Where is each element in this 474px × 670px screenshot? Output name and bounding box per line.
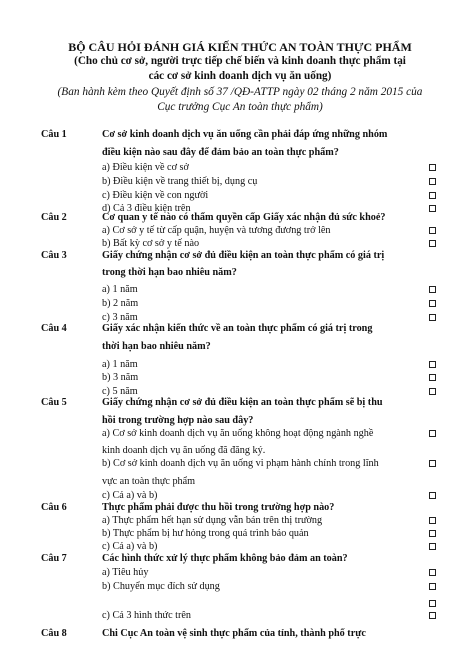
question-number: Câu 5 xyxy=(41,397,67,408)
option-text: c) 5 năm xyxy=(102,386,138,397)
option-text: c) 3 năm xyxy=(102,312,138,323)
answer-checkbox[interactable] xyxy=(429,361,436,368)
answer-checkbox[interactable] xyxy=(429,388,436,395)
answer-option xyxy=(0,296,474,311)
answer-option xyxy=(0,160,474,175)
option-text: a) Cơ sở y tế từ cấp quận, huyện và tương đương trở lên xyxy=(102,225,331,236)
answer-option xyxy=(0,565,474,580)
document-subtitle-line-2: các cơ sở kinh doanh dịch vụ ăn uống) xyxy=(148,70,332,82)
option-text: c) Điều kiện về con người xyxy=(102,190,209,201)
answer-option xyxy=(0,174,474,189)
question-number: Câu 7 xyxy=(41,553,67,564)
question-text: Giấy chứng nhận cơ sở đủ điều kiện an toàn thực phẩm sẽ bị thu xyxy=(102,397,383,408)
question-number: Câu 2 xyxy=(41,212,67,223)
document-title: BỘ CÂU HỎI ĐÁNH GIÁ KIẾN THỨC AN TOÀN THỰC PHẨM xyxy=(68,40,412,54)
answer-checkbox[interactable] xyxy=(429,492,436,499)
question-text: Cơ sở kinh doanh dịch vụ ăn uống cần phải đáp ứng những nhóm xyxy=(102,129,388,140)
option-text: d) Cả 3 điều kiện trên xyxy=(102,203,191,214)
issuance-note-line-2: Cục trưởng Cục An toàn thực phẩm) xyxy=(157,101,323,113)
answer-checkbox[interactable] xyxy=(429,460,436,467)
question-text: Các hình thức xử lý thực phẩm không bảo đảm an toàn? xyxy=(102,553,348,564)
document-subtitle-line-1: (Cho chủ cơ sở, người trực tiếp chế biến và kinh doanh thực phẩm tại xyxy=(74,55,406,67)
question-row xyxy=(0,265,474,280)
question-text: Thực phẩm phải được thu hồi trong trường hợp nào? xyxy=(102,502,335,513)
answer-option xyxy=(0,426,474,441)
option-text: c) Cả a) và b) xyxy=(102,490,158,501)
question-number: Câu 6 xyxy=(41,502,67,513)
answer-checkbox[interactable] xyxy=(429,430,436,437)
question-number: Câu 4 xyxy=(41,323,67,334)
option-text: b) Bất kỳ cơ sở y tế nào xyxy=(102,238,200,249)
question-text: thời hạn bao nhiêu năm? xyxy=(102,341,211,352)
option-text: a) Điều kiện về cơ sở xyxy=(102,162,189,173)
answer-option xyxy=(0,282,474,297)
option-text: c) Cả 3 hình thức trên xyxy=(102,610,191,621)
option-text: kinh doanh dịch vụ ăn uống đã đăng ký. xyxy=(102,445,266,456)
answer-checkbox[interactable] xyxy=(429,530,436,537)
answer-checkbox[interactable] xyxy=(429,569,436,576)
question-row xyxy=(0,395,474,410)
answer-option xyxy=(0,608,474,623)
answer-checkbox[interactable] xyxy=(429,240,436,247)
answer-checkbox[interactable] xyxy=(429,164,436,171)
answer-option xyxy=(0,579,474,594)
option-text: a) Thực phẩm hết hạn sử dụng vẫn bán trên thị trường xyxy=(102,515,323,526)
option-text: b) 3 năm xyxy=(102,372,139,383)
option-text: b) Thực phẩm bị hư hỏng trong quá trình bảo quản xyxy=(102,528,309,539)
question-text: Cơ quan y tế nào có thẩm quyền cấp Giấy xác nhận đủ sức khoẻ? xyxy=(102,212,386,223)
answer-checkbox[interactable] xyxy=(429,227,436,234)
question-text: Chi Cục An toàn vệ sinh thực phẩm của tỉnh, thành phố trực xyxy=(102,628,366,639)
answer-checkbox[interactable] xyxy=(429,583,436,590)
answer-checkbox[interactable] xyxy=(429,374,436,381)
issuance-note-line-1: (Ban hành kèm theo Quyết định số 37 /QĐ-ATTP ngày 02 tháng 2 năm 2015 của xyxy=(57,86,423,98)
answer-checkbox[interactable] xyxy=(429,517,436,524)
option-text: b) Chuyển mục đích sử dụng xyxy=(102,581,220,592)
option-text: vực an toàn thực phẩm xyxy=(102,476,196,487)
option-text: a) 1 năm xyxy=(102,284,138,295)
answer-checkbox[interactable] xyxy=(429,300,436,307)
answer-checkbox[interactable] xyxy=(429,600,436,607)
question-number: Câu 1 xyxy=(41,129,67,140)
question-row xyxy=(0,321,474,336)
option-text: a) 1 năm xyxy=(102,359,138,370)
answer-option xyxy=(0,370,474,385)
question-text: trong thời hạn bao nhiêu năm? xyxy=(102,267,237,278)
question-number: Câu 3 xyxy=(41,250,67,261)
option-text: c) Cả a) và b) xyxy=(102,541,158,552)
option-text: b) 2 năm xyxy=(102,298,139,309)
question-row xyxy=(0,127,474,142)
question-row xyxy=(0,145,474,160)
question-row xyxy=(0,339,474,354)
question-text: hồi trong trường hợp nào sau đây? xyxy=(102,415,254,426)
answer-checkbox[interactable] xyxy=(429,178,436,185)
option-text: b) Cơ sở kinh doanh dịch vụ ăn uống vi phạm hành chính trong lĩnh xyxy=(102,458,379,469)
answer-checkbox[interactable] xyxy=(429,192,436,199)
option-text: b) Điều kiện về trang thiết bị, dụng cụ xyxy=(102,176,258,187)
question-text: Giấy chứng nhận cơ sở đủ điều kiện an toàn thực phẩm có giá trị xyxy=(102,250,385,261)
question-text: điều kiện nào sau đây để đảm bảo an toàn thực phẩm? xyxy=(102,147,339,158)
answer-checkbox[interactable] xyxy=(429,612,436,619)
question-number: Câu 8 xyxy=(41,628,67,639)
option-text: a) Cơ sở kinh doanh dịch vụ ăn uống không hoạt động ngành nghề xyxy=(102,428,374,439)
answer-option xyxy=(0,456,474,471)
answer-checkbox[interactable] xyxy=(429,286,436,293)
answer-checkbox[interactable] xyxy=(429,543,436,550)
question-row xyxy=(0,248,474,263)
question-text: Giấy xác nhận kiến thức về an toàn thực phẩm có giá trị trong xyxy=(102,323,373,334)
answer-checkbox[interactable] xyxy=(429,314,436,321)
question-row xyxy=(0,626,474,641)
option-text: a) Tiêu hủy xyxy=(102,567,149,578)
answer-option-continued xyxy=(0,474,474,489)
question-row xyxy=(0,551,474,566)
